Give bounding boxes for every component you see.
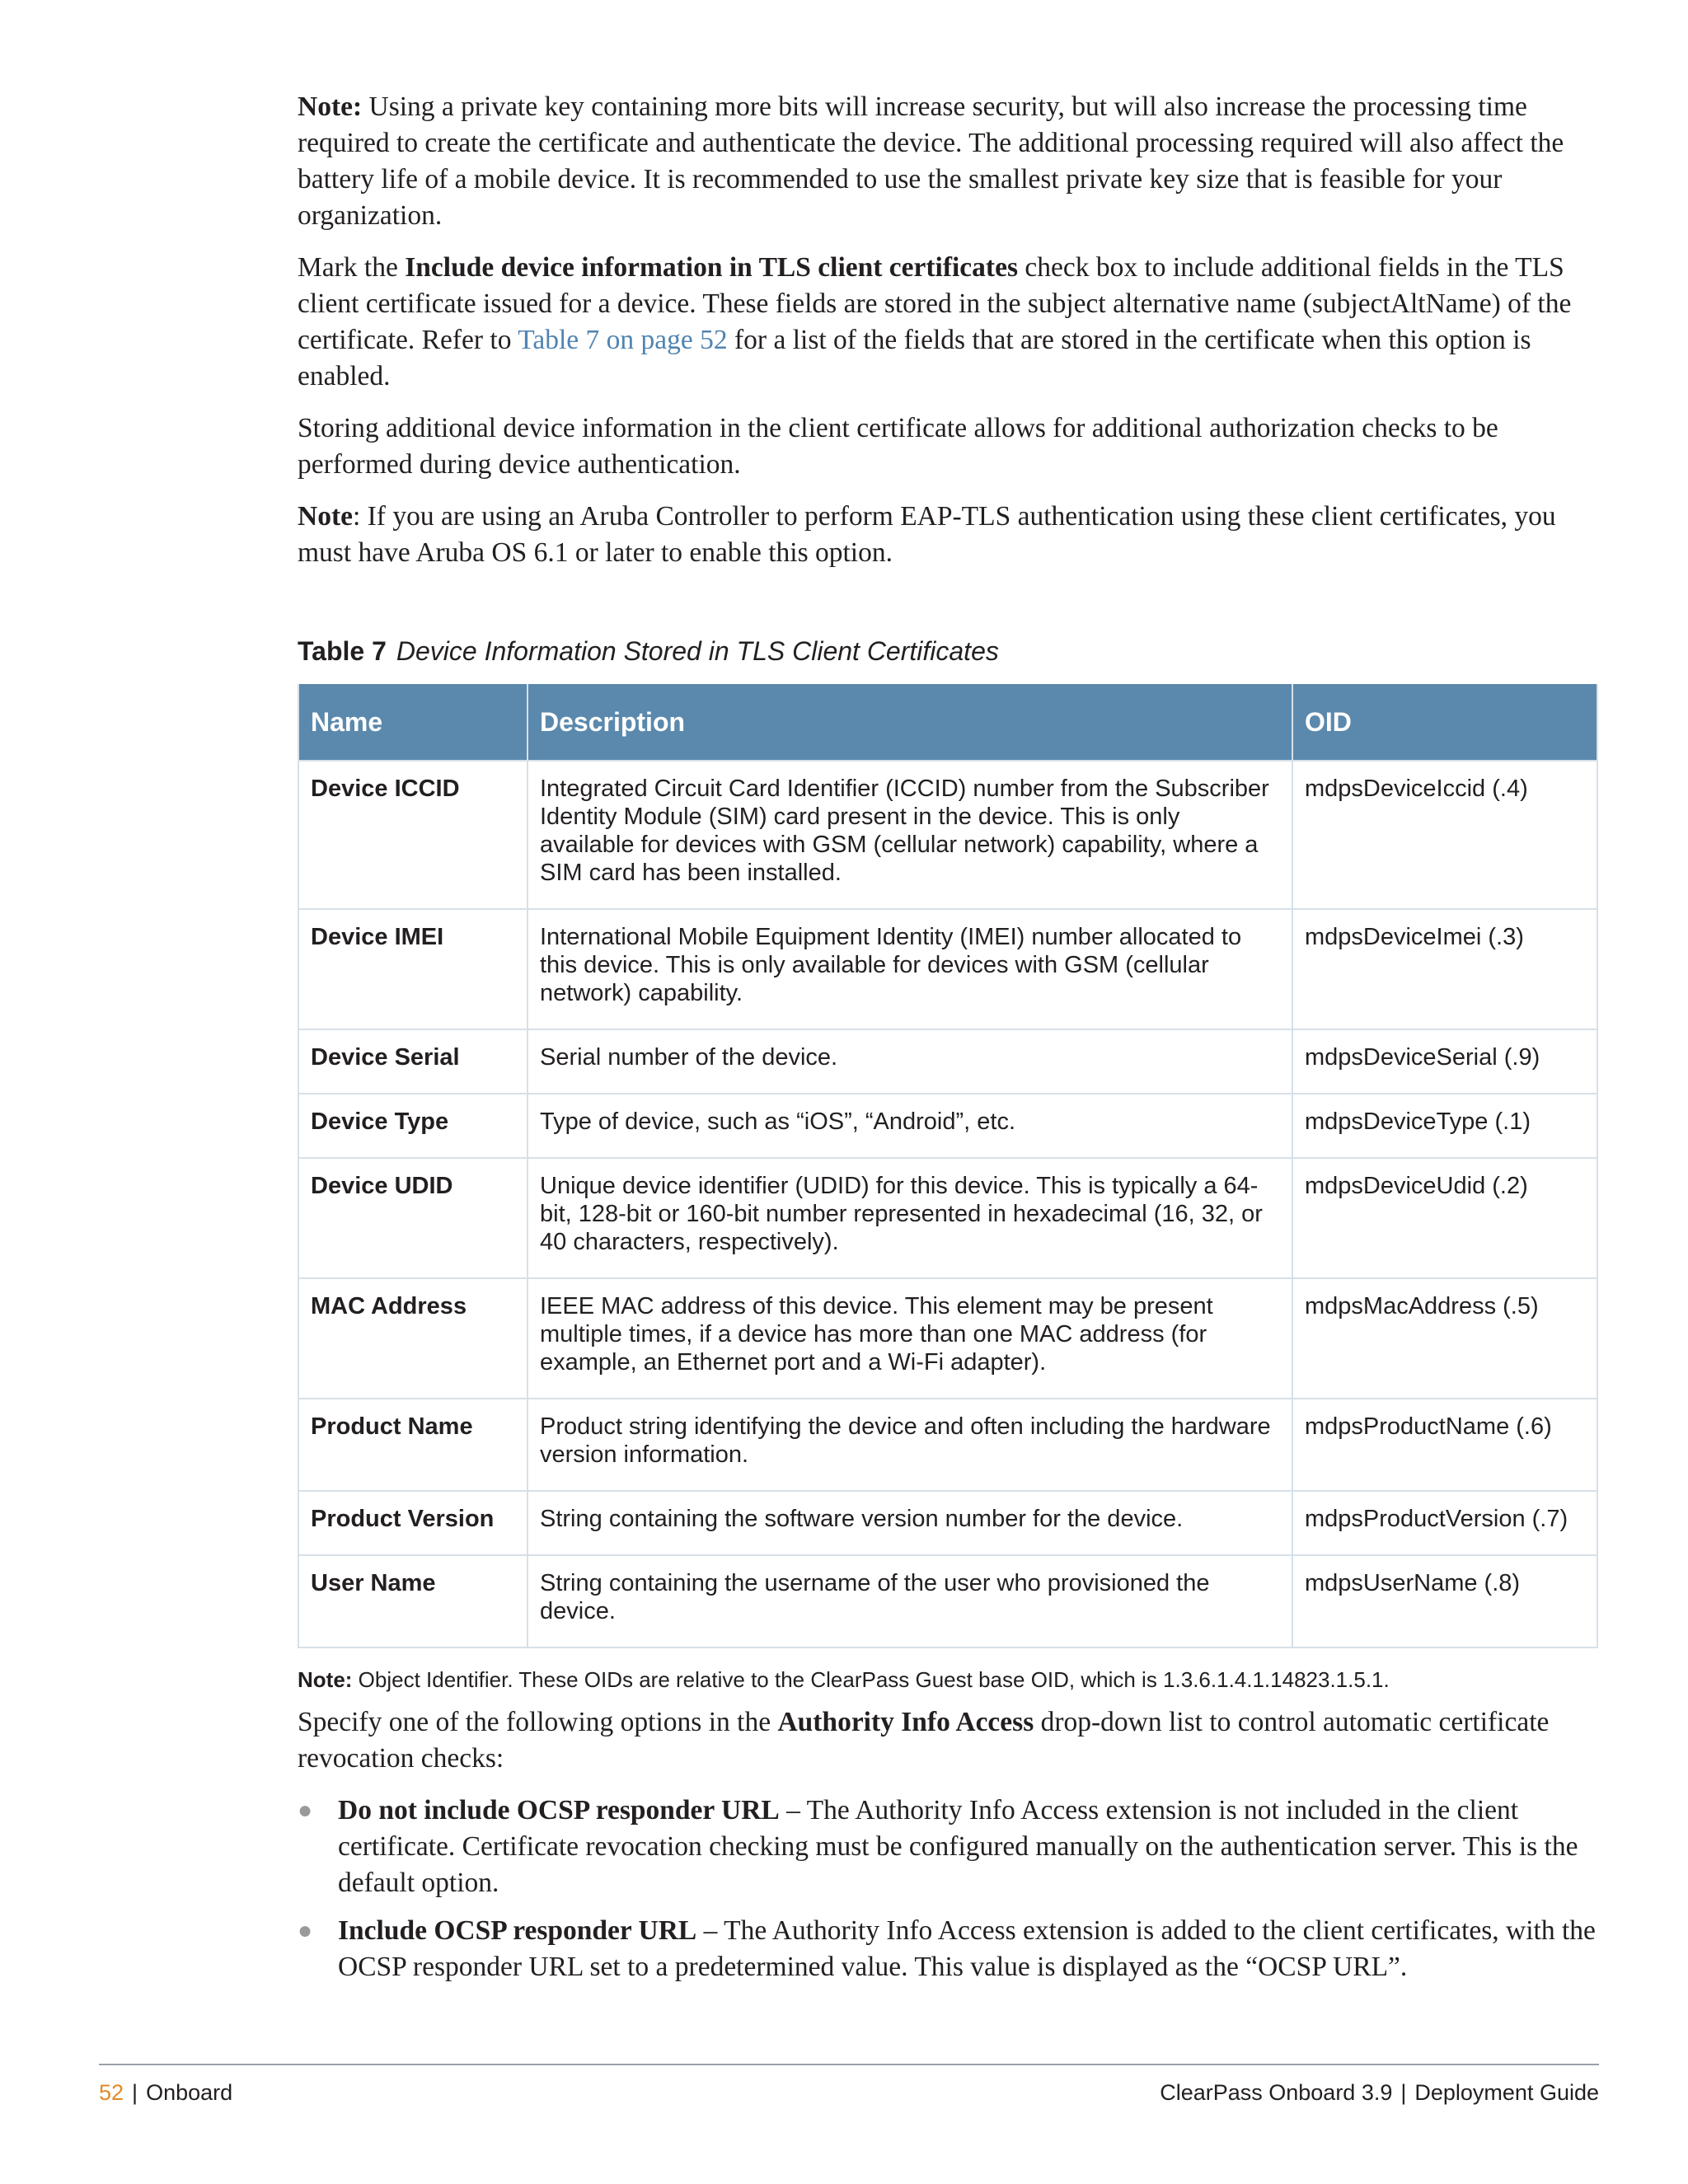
cell-name: Device Type [298,1094,528,1158]
table-note [298,1661,1390,1698]
page-content [298,89,1600,1982]
para-text: drop-down list to control automatic certificate revocation checks: [298,1707,1550,1774]
cell-description: Unique device identifier (UDID) for this device. This is typically a 64-bit, 128-bit or 160-bit number represented in hexadecimal (16, 32, or 40 characters, respectively). [528,1158,1292,1278]
table-number: Table 7 [298,636,387,666]
cell-name: Product Name [298,1399,528,1491]
cell-oid: mdpsDeviceUdid (.2) [1292,1158,1597,1278]
table-row [298,1491,1597,1555]
table-row [298,761,1597,909]
cell-description: Serial number of the device. [528,1029,1292,1094]
cell-oid: mdpsProductVersion (.7) [1292,1491,1597,1555]
table-row [298,1278,1597,1399]
table-title: Device Information Stored in TLS Client Certificates [396,636,999,666]
footer-right [1160,2080,1599,2106]
cell-name: Device Serial [298,1029,528,1094]
table-7-link[interactable]: Table 7 on page 52 [518,325,728,355]
footer-section: Onboard [146,2080,233,2105]
bullet-icon: ● [298,1797,313,1824]
cell-name: Device ICCID [298,761,528,909]
footer-product: ClearPass Onboard 3.9 [1160,2080,1393,2105]
cell-name: Device IMEI [298,909,528,1029]
option-name: Do not include OCSP responder URL [338,1795,780,1825]
table-row [298,909,1597,1029]
cell-description: IEEE MAC address of this device. This element may be present multiple times, if a device has more than one MAC address (for example, an Ethernet port and a Wi-Fi adapter). [528,1278,1292,1399]
list-item [298,1793,1600,1901]
para-text: for a list of the fields that are stored in the certificate when this option is enabled. [298,325,1531,391]
table-caption [298,633,999,669]
page-number: 52 [99,2080,124,2105]
cell-description: International Mobile Equipment Identity (IMEI) number allocated to this device. This is only available for devices with GSM (cellular network) capability. [528,909,1292,1029]
table-row [298,1158,1597,1278]
footer-divider [99,2064,1599,2065]
cell-oid: mdpsDeviceSerial (.9) [1292,1029,1597,1094]
para-text: Specify one of the following options in the [298,1707,778,1737]
option-description: – The Authority Info Access extension is added to the client certificates, with the OCSP responder URL set to a predetermined value. This value is displayed as the “OCSP URL”. [338,1915,1596,1982]
header-oid: OID [1292,684,1597,761]
cell-name: Product Version [298,1491,528,1555]
header-name: Name [298,684,528,761]
table-note-text: Object Identifier. These OIDs are relative to the ClearPass Guest base OID, which is 1.3.6.1.4.1.14823.1.5.1. [352,1667,1390,1692]
note-label: Note: [298,91,363,122]
cell-description: String containing the username of the user who provisioned the device. [528,1555,1292,1647]
authority-info-section [298,1704,1600,1997]
footer-separator: | [1400,2080,1407,2105]
table-row [298,1555,1597,1647]
note-text: : If you are using an Aruba Controller to perform EAP-TLS authentication using these client certificates, you must have Aruba OS 6.1 or later to enable this option. [298,501,1556,568]
option-name: Include OCSP responder URL [338,1915,697,1946]
cell-oid: mdpsDeviceIccid (.4) [1292,761,1597,909]
para-text: check box to include additional fields in the TLS client certificate issued for a device. These fields are stored in the subject alternative name (subjectAltName) of the certificate. Refer to [298,252,1572,355]
cell-description: Integrated Circuit Card Identifier (ICCID) number from the Subscriber Identity Module (SIM) card present in the device. This is only available for devices with GSM (cellular network) capability, where a SIM card has been installed. [528,761,1292,909]
option-description: – The Authority Info Access extension is not included in the client certificate. Certificate revocation checking must be configured manually on the authentication server. This is the default option. [338,1795,1578,1898]
footer-left [99,2080,232,2106]
cell-oid: mdpsDeviceImei (.3) [1292,909,1597,1029]
cell-description: Product string identifying the device and often including the hardware version information. [528,1399,1292,1491]
cell-name: Device UDID [298,1158,528,1278]
table-note-label: Note: [298,1667,353,1692]
cell-oid: mdpsDeviceType (.1) [1292,1094,1597,1158]
footer-separator: | [132,2080,138,2105]
footer-doc-type: Deployment Guide [1414,2080,1599,2105]
table-header-row [298,684,1597,761]
cell-description: String containing the software version number for the device. [528,1491,1292,1555]
list-item [298,1913,1600,1985]
dropdown-label-reference: Authority Info Access [777,1707,1034,1737]
cell-oid: mdpsProductName (.6) [1292,1399,1597,1491]
cell-oid: mdpsMacAddress (.5) [1292,1278,1597,1399]
authority-info-paragraph [298,1704,1600,1777]
checkbox-label-reference: Include device information in TLS client certificates [405,252,1018,283]
table-row [298,1094,1597,1158]
cell-name: MAC Address [298,1278,528,1399]
cell-name: User Name [298,1555,528,1647]
cell-description: Type of device, such as “iOS”, “Android”, etc. [528,1094,1292,1158]
include-device-info-paragraph [298,250,1600,395]
bullet-icon: ● [298,1917,313,1944]
note-label: Note [298,501,353,532]
header-description: Description [528,684,1292,761]
table-row [298,1399,1597,1491]
note-aruba-controller [298,499,1600,571]
authority-options-list [298,1793,1600,1985]
table-row [298,1029,1597,1094]
cell-oid: mdpsUserName (.8) [1292,1555,1597,1647]
device-info-table [298,684,1598,1648]
para-text: Mark the [298,252,406,283]
storing-info-paragraph: Storing additional device information in the client certificate allows for additional authorization checks to be performed during device authentication. [298,413,1498,480]
note-private-key [298,89,1600,234]
note-text: Using a private key containing more bits will increase security, but will also increase the processing time required to create the certificate and authenticate the device. The additional processing required will also affect the battery life of a mobile device. It is recommended to use the smallest private key size that is feasible for your organization. [298,91,1564,231]
